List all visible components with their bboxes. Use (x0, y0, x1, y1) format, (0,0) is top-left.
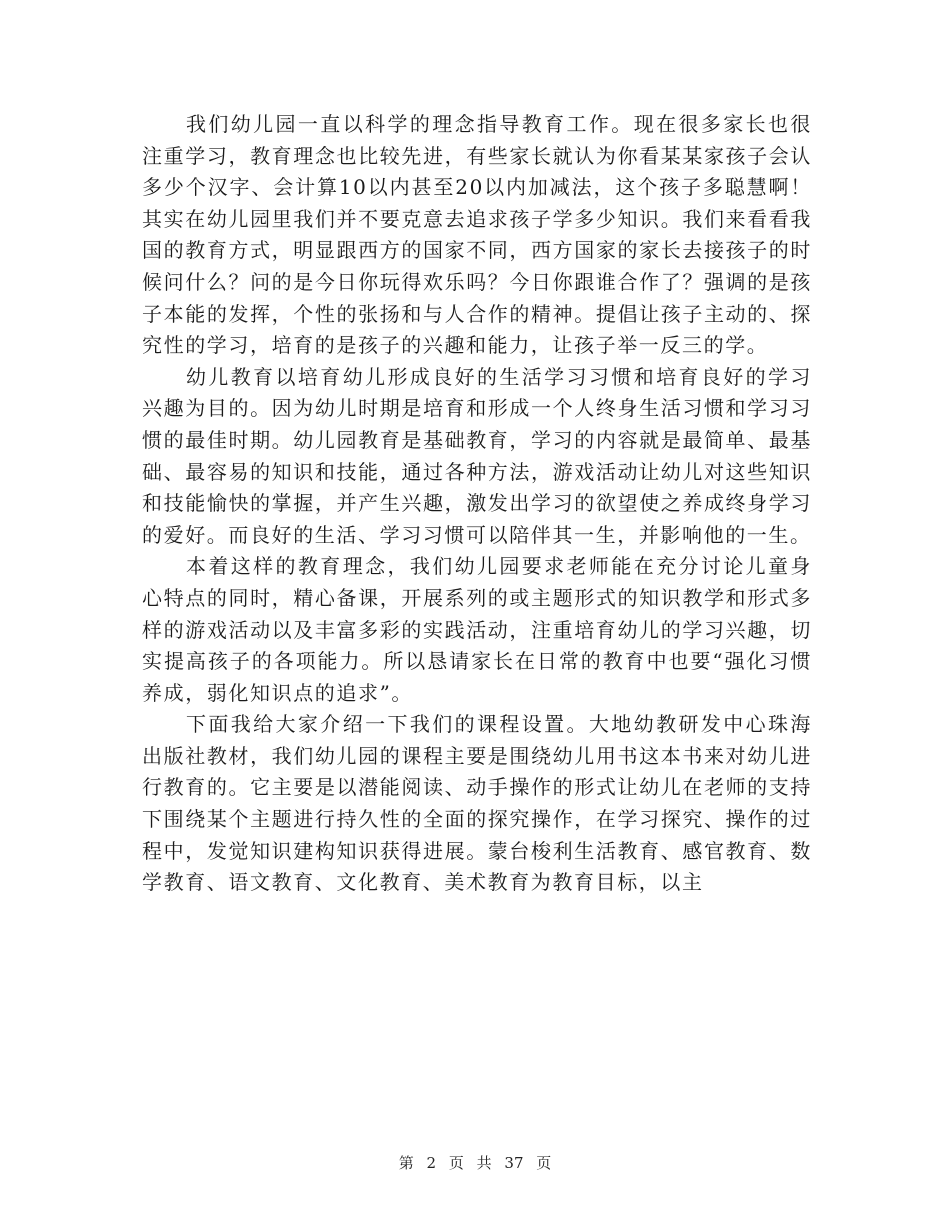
paragraph-3: 本着这样的教育理念，我们幼儿园要求老师能在充分讨论儿童身心特点的同时，精心备课，开展系列的或主题形式的知识教学和形式多样的游戏活动以及丰富多彩的实践活动，注重培育幼儿的学习兴趣，切实提高孩子的各项能力。所以恳请家长在日常的教育中也要“强化习惯养成，弱化知识点的追求”。 (142, 554, 812, 705)
footer-current-page: 2 (426, 1154, 437, 1172)
document-body (142, 109, 812, 899)
footer-total-pages: 37 (504, 1154, 524, 1172)
page-footer (0, 1152, 950, 1173)
footer-prefix: 第 (398, 1154, 414, 1172)
paragraph-2: 幼儿教育以培育幼儿形成良好的生活学习习惯和培育良好的学习兴趣为目的。因为幼儿时期是培育和形成一个人终身生活习惯和学习习惯的最佳时期。幼儿园教育是基础教育，学习的内容就是最简单、最基础、最容易的知识和技能，通过各种方法，游戏活动让幼儿对这些知识和技能愉快的掌握，并产生兴趣，激发出学习的欲望使之养成终身学习的爱好。而良好的生活、学习习惯可以陪伴其一生，并影响他的一生。 (142, 364, 812, 547)
footer-suffix: 页 (536, 1154, 552, 1172)
footer-total-word: 共 (476, 1154, 492, 1172)
paragraph-4: 下面我给大家介绍一下我们的课程设置。大地幼教研发中心珠海出版社教材，我们幼儿园的课程主要是围绕幼儿用书这本书来对幼儿进行教育的。它主要是以潜能阅读、动手操作的形式让幼儿在老师的支持下围绕某个主题进行持久性的全面的探究操作，在学习探究、操作的过程中，发觉知识建构知识获得进展。蒙台梭利生活教育、感官教育、数学教育、语文教育、文化教育、美术教育为教育目标，以主 (142, 712, 812, 895)
paragraph-1: 我们幼儿园一直以科学的理念指导教育工作。现在很多家长也很注重学习，教育理念也比较先进，有些家长就认为你看某某家孩子会认多少个汉字、会计算10以内甚至20以内加减法，这个孩子多聪慧啊！其实在幼儿园里我们并不要克意去追求孩子学多少知识。我们来看看我国的教育方式，明显跟西方的国家不同，西方国家的家长去接孩子的时候问什么？问的是今日你玩得欢乐吗？今日你跟谁合作了？强调的是孩子本能的发挥，个性的张扬和与人合作的精神。提倡让孩子主动的、探究性的学习，培育的是孩子的兴趣和能力，让孩子举一反三的学。 (142, 112, 812, 358)
footer-page-word: 页 (448, 1154, 464, 1172)
